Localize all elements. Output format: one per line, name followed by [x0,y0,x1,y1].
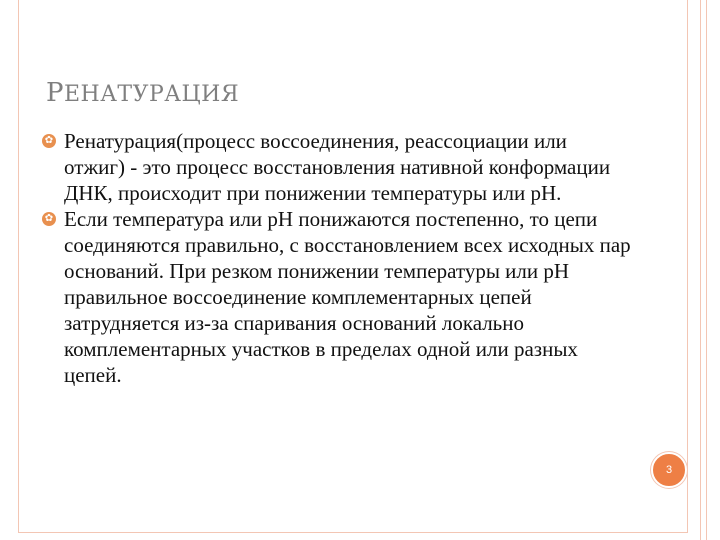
bullet-item [42,206,632,388]
bullet-list [42,128,632,388]
bullet-text: Если температура или pH понижаются постепенно, то цепи соединяются правильно, с восстановлением всех исходных пар оснований. При резком понижении температуры или pH правильное воссоединение комплементарных цепей затрудняется из-за спаривания оснований локально комплементарных участков в пределах одной или разных цепей. [64,207,631,387]
bullet-text: Ренатурация(процесс воссоединения, реассоциации или отжиг) - это процесс восстановления нативной конформации ДНК, происходит при понижении температуры или pH. [64,129,611,205]
slide-title-initial: Р [46,78,64,108]
decorative-rule [700,0,701,540]
page-number-badge: 3 [651,452,687,488]
slide-title [46,78,239,108]
decorative-rule [706,0,707,540]
gear-flower-icon: ✿ [42,212,56,226]
bullet-item [42,128,632,206]
gear-flower-icon: ✿ [42,134,56,148]
slide-title-rest: ЕНАТУРАЦИЯ [64,82,240,107]
